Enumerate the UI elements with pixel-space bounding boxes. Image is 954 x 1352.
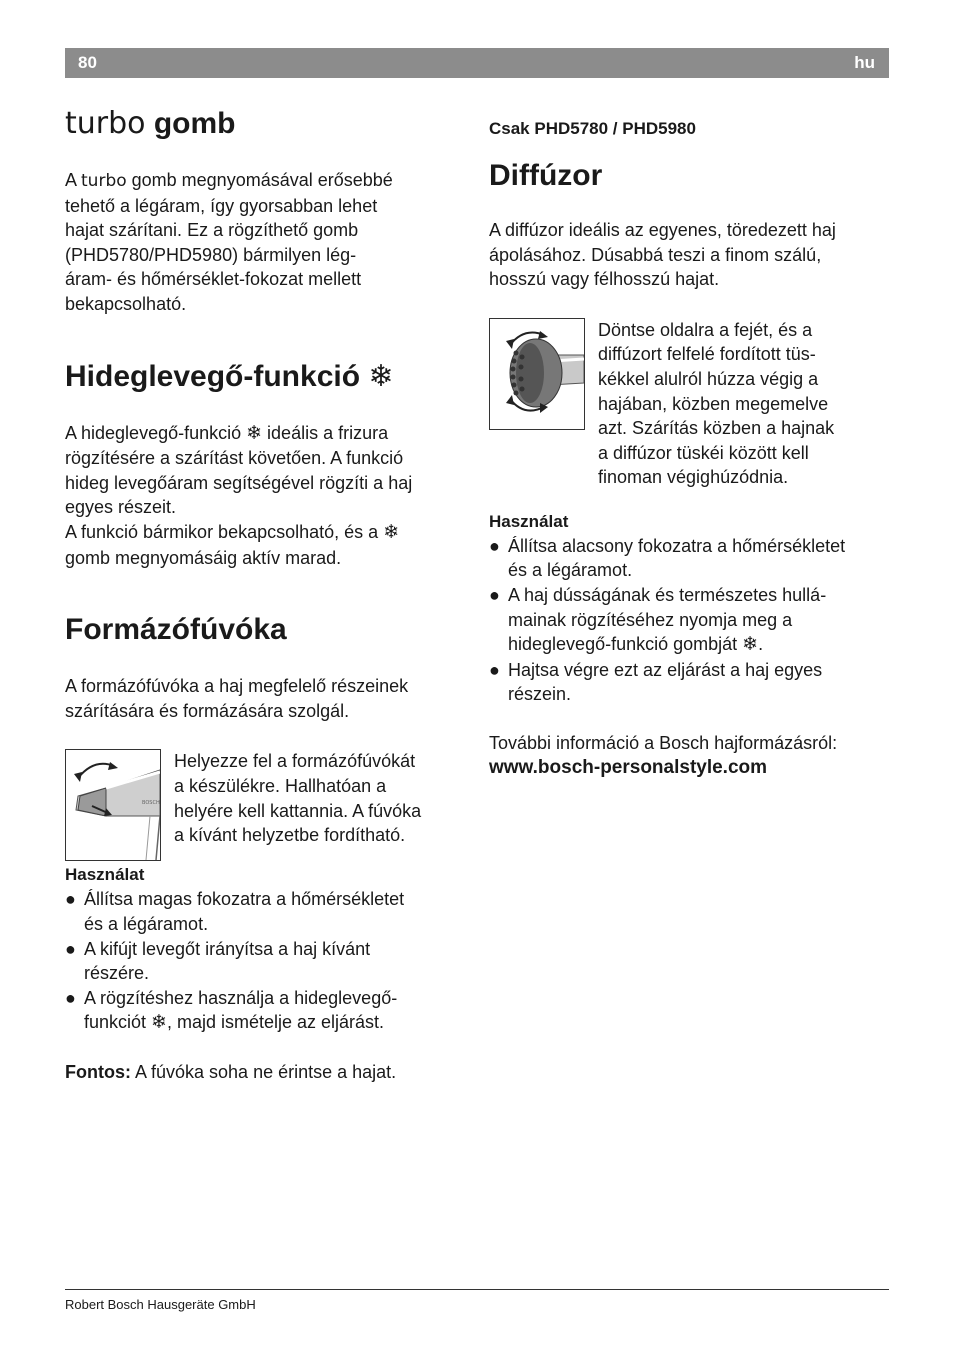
nozzle-figure-row <box>65 749 465 863</box>
footer-company: Robert Bosch Hausgeräte GmbH <box>65 1297 256 1312</box>
diffuser-figure-text: Döntse oldalra a fejét, és a diffúzort felfelé fordított tüs- kékkel alulról húzza végig a hajában, közben megemelve azt. Szárítás közben a hajnak a diffúzor tüskéi között kell finoman végighúzódnia. <box>598 319 835 488</box>
turbo-paragraph: A turbo gomb megnyomásával erősebbé tehető a légáram, így gyorsabban lehet hajat szárítani. Ez a rögzíthető gomb (PHD5780/PHD5980) bármilyen lég- áram- és hőmérséklet-fokozat mellett bekapcsolható. <box>65 170 393 314</box>
snowflake-icon: ❄ <box>246 422 263 444</box>
footer-divider <box>65 1289 889 1290</box>
nozzle-important-note: Fontos: A fúvóka soha ne érintse a hajat. <box>65 1061 397 1082</box>
left-column <box>65 104 465 1084</box>
website-link[interactable]: www.bosch-personalstyle.com <box>489 756 768 778</box>
cold-air-heading: Hideglevegő-funkció ❄ <box>65 359 394 393</box>
more-info-text: További információ a Bosch hajformázásról: <box>489 732 838 753</box>
diffuser-usage-title: Használat <box>489 511 569 531</box>
nozzle-intro: A formázófúvóka a haj megfelelő részeinek szárítására és formázására szolgál. <box>65 676 409 721</box>
list-item: ● A kifújt levegőt irányítsa a haj kívánt részére. <box>65 938 371 984</box>
snowflake-icon: ❄ <box>151 1012 167 1034</box>
svg-text:BOSCH: BOSCH <box>142 800 160 807</box>
nozzle-heading: Formázófúvóka <box>65 613 287 647</box>
turbo-heading: turbo gomb <box>65 106 236 141</box>
right-column <box>489 114 889 780</box>
language-code: hu <box>854 53 875 72</box>
diffuser-usage-list <box>489 534 889 707</box>
page-number: 80 <box>78 53 97 72</box>
diffuser-icon <box>490 319 584 429</box>
diffuser-heading: Diffúzor <box>489 159 603 192</box>
snowflake-icon: ❄ <box>383 521 400 543</box>
list-item: ● A rögzítéshez használja a hideglevegő- funkciót ❄, majd ismételje az eljárást. <box>65 987 398 1034</box>
cold-air-paragraph: A hideglevegő-funkció ❄ ideális a frizura rögzítésére a szárítást követően. A funkció hideg levegőáram segítségével rögzíti a haj egyes részeit. A funkció bármikor bekapcsolható, és a ❄ gomb megnyomásáig aktív marad. <box>65 422 413 568</box>
diffuser-intro: A diffúzor ideális az egyenes, töredezett haj ápolásához. Dúsabbá teszi a finom szálú, hosszú vagy félhosszú hajat. <box>489 220 836 290</box>
list-item: ● A haj dússágának és természetes hullá- mainak rögzítéséhez nyomja meg a hideglevegő-funkció gombját ❄. <box>489 584 827 656</box>
nozzle-usage-title: Használat <box>65 865 145 885</box>
snowflake-icon: ❄ <box>368 359 394 393</box>
nozzle-usage-list <box>65 887 465 1036</box>
nozzle-figure-text: Helyezze fel a formázófúvókát a készülékre. Hallhatóan a helyére kell kattannia. A fúvóka a kívánt helyzetbe fordítható. <box>174 751 422 846</box>
diffuser-illustration <box>489 318 585 430</box>
diffuser-figure-row <box>489 318 889 490</box>
model-subtitle: Csak PHD5780 / PHD5980 <box>489 119 696 138</box>
hair-dryer-nozzle-icon <box>66 750 160 860</box>
list-item: ● Állítsa magas fokozatra a hőmérsékletet és a légáramot. <box>65 889 405 934</box>
list-item: ● Hajtsa végre ezt az eljárást a haj egyes részein. <box>489 659 823 705</box>
list-item: ● Állítsa alacsony fokozatra a hőmérsékletet és a légáramot. <box>489 535 846 581</box>
snowflake-icon: ❄ <box>742 634 759 656</box>
nozzle-illustration <box>65 749 161 861</box>
page-header-bar <box>65 48 889 78</box>
